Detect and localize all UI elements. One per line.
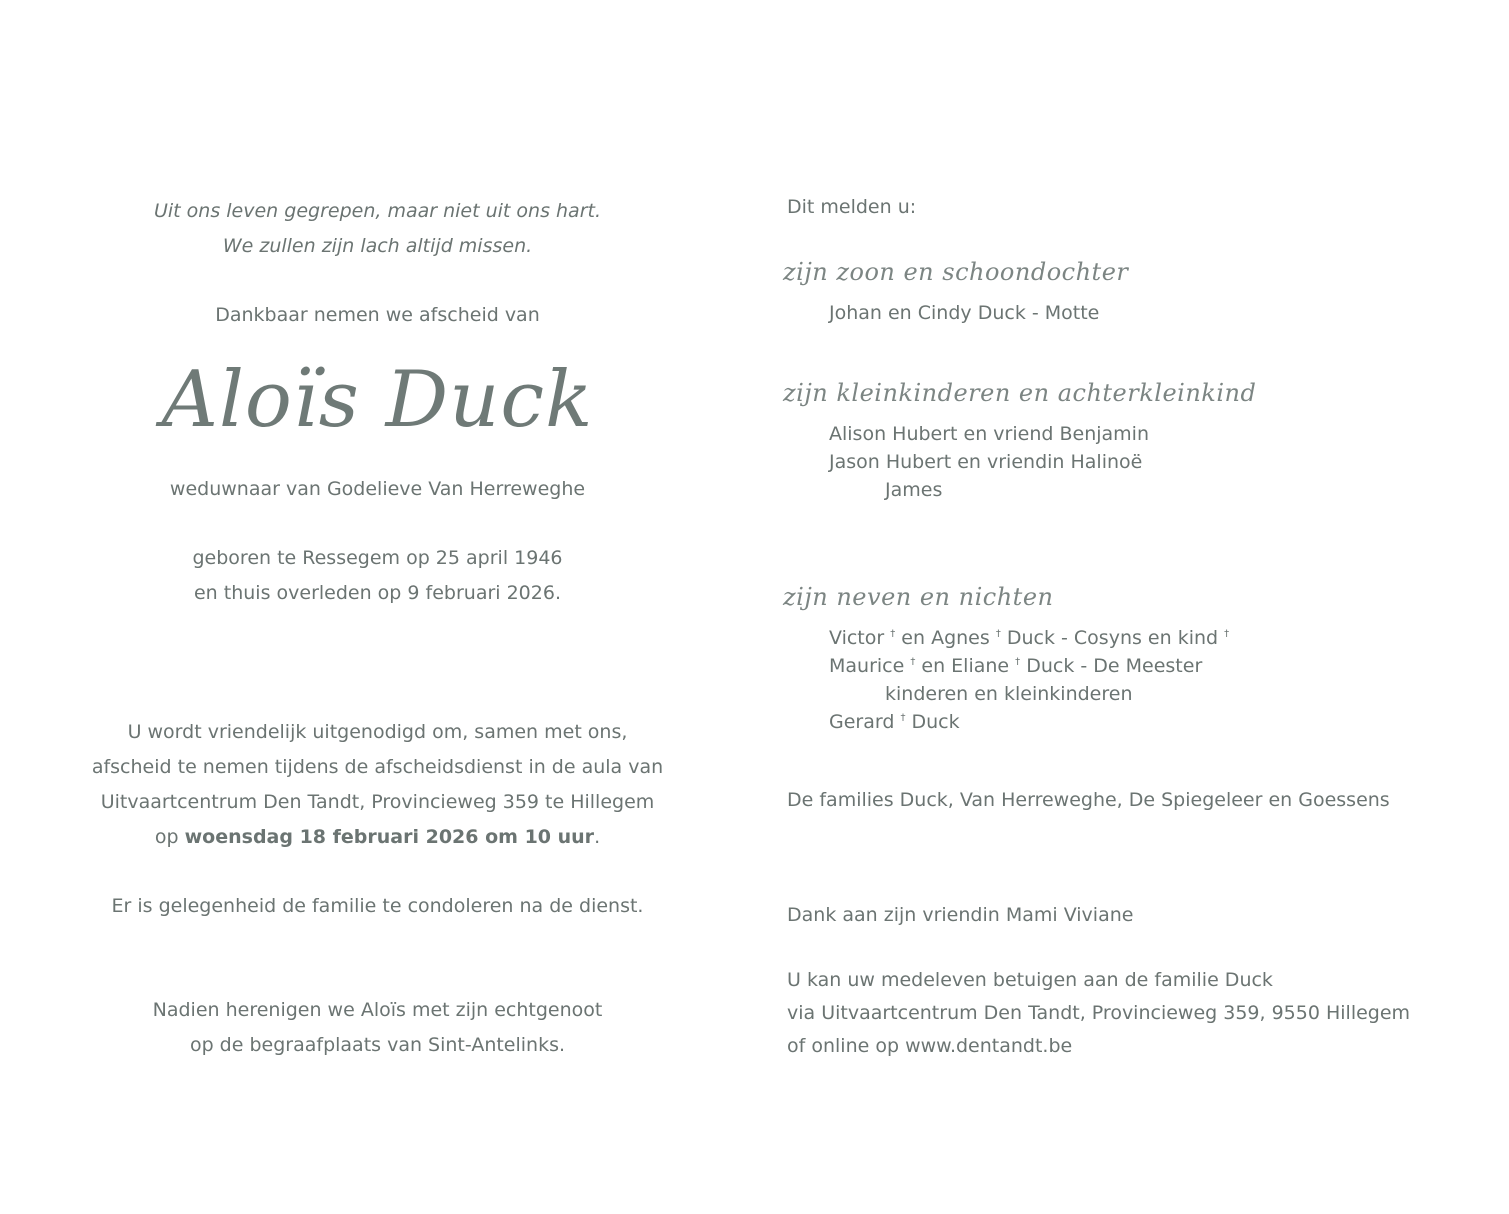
cousin-line-1 bbox=[829, 624, 1229, 652]
cousin-line-2-sub: kinderen en kleinkinderen bbox=[885, 683, 1133, 705]
great-grandchild: James bbox=[885, 479, 943, 501]
thanks-line: Dank aan zijn vriendin Mami Viviane bbox=[787, 904, 1134, 926]
cousin-name: Victor bbox=[829, 627, 885, 649]
cousin-name: en Eliane bbox=[921, 655, 1010, 677]
cousins-label: zijn neven en nichten bbox=[783, 583, 1054, 611]
burial-line-1: Nadien herenigen we Aloïs met zijn echtgenoot bbox=[152, 999, 603, 1021]
dagger-icon: † bbox=[910, 656, 916, 668]
burial-line-2: op de begraafplaats van Sint-Antelinks. bbox=[189, 1034, 566, 1056]
cousin-name: Duck - Cosyns en kind bbox=[1006, 627, 1219, 649]
widower-line: weduwnaar van Godelieve Van Herreweghe bbox=[169, 478, 586, 500]
life-dates bbox=[60, 541, 695, 611]
cousin-name: en Agnes bbox=[901, 627, 990, 649]
dagger-icon: † bbox=[1224, 628, 1230, 640]
invite-date-line bbox=[60, 820, 695, 855]
contact-line-1: U kan uw medeleven betuigen aan de familie Duck bbox=[787, 969, 1273, 991]
son-label: zijn zoon en schoondochter bbox=[783, 258, 1129, 286]
invite-line-1: U wordt vriendelijk uitgenodigd om, samen met ons, bbox=[127, 721, 628, 743]
cousin-line-3 bbox=[829, 708, 1229, 736]
deceased-name: Aloïs Duck bbox=[161, 355, 594, 445]
born-line: geboren te Ressegem op 25 april 1946 bbox=[192, 547, 563, 569]
dagger-icon: † bbox=[900, 712, 906, 724]
grandchildren-label: zijn kleinkinderen en achterkleinkind bbox=[783, 379, 1257, 407]
contact-info bbox=[787, 964, 1410, 1063]
quote bbox=[60, 194, 695, 264]
cousin-name: Duck bbox=[911, 711, 960, 733]
invite-line-3: Uitvaartcentrum Den Tandt, Provincieweg 359 te Hillegem bbox=[100, 791, 655, 813]
grandchildren-list bbox=[829, 420, 1149, 504]
grandchild-2: Jason Hubert en vriendin Halinoë bbox=[829, 451, 1143, 473]
burial bbox=[60, 993, 695, 1063]
announce-heading: Dit melden u: bbox=[787, 196, 917, 218]
condolence-line: Er is gelegenheid de familie te condoleren na de dienst. bbox=[111, 895, 644, 917]
cousin-name: Maurice bbox=[829, 655, 905, 677]
contact-line-3: of online op www.dentandt.be bbox=[787, 1035, 1073, 1057]
intro-text: Dankbaar nemen we afscheid van bbox=[215, 304, 540, 326]
cousin-name: Gerard bbox=[829, 711, 895, 733]
quote-line-1: Uit ons leven gegrepen, maar niet uit ons hart. bbox=[154, 200, 601, 222]
invite-date-suffix: . bbox=[594, 826, 601, 848]
son-names: Johan en Cindy Duck - Motte bbox=[829, 302, 1100, 324]
cousin-line-2 bbox=[829, 652, 1229, 680]
dagger-icon: † bbox=[995, 628, 1001, 640]
dagger-icon: † bbox=[1015, 656, 1021, 668]
quote-line-2: We zullen zijn lach altijd missen. bbox=[222, 235, 533, 257]
contact-line-2: via Uitvaartcentrum Den Tandt, Provincieweg 359, 9550 Hillegem bbox=[787, 1002, 1411, 1024]
died-line: en thuis overleden op 9 februari 2026. bbox=[193, 582, 561, 604]
invite-date: woensdag 18 februari 2026 om 10 uur bbox=[184, 826, 595, 848]
grandchild-1: Alison Hubert en vriend Benjamin bbox=[829, 423, 1149, 445]
families-line: De families Duck, Van Herreweghe, De Spiegeleer en Goessens bbox=[787, 789, 1390, 811]
dagger-icon: † bbox=[890, 628, 896, 640]
invite-line-2: afscheid te nemen tijdens de afscheidsdienst in de aula van bbox=[91, 756, 664, 778]
cousins-list bbox=[829, 624, 1229, 736]
invitation bbox=[60, 715, 695, 855]
cousin-name: Duck - De Meester bbox=[1026, 655, 1203, 677]
invite-date-prefix: op bbox=[154, 826, 185, 848]
